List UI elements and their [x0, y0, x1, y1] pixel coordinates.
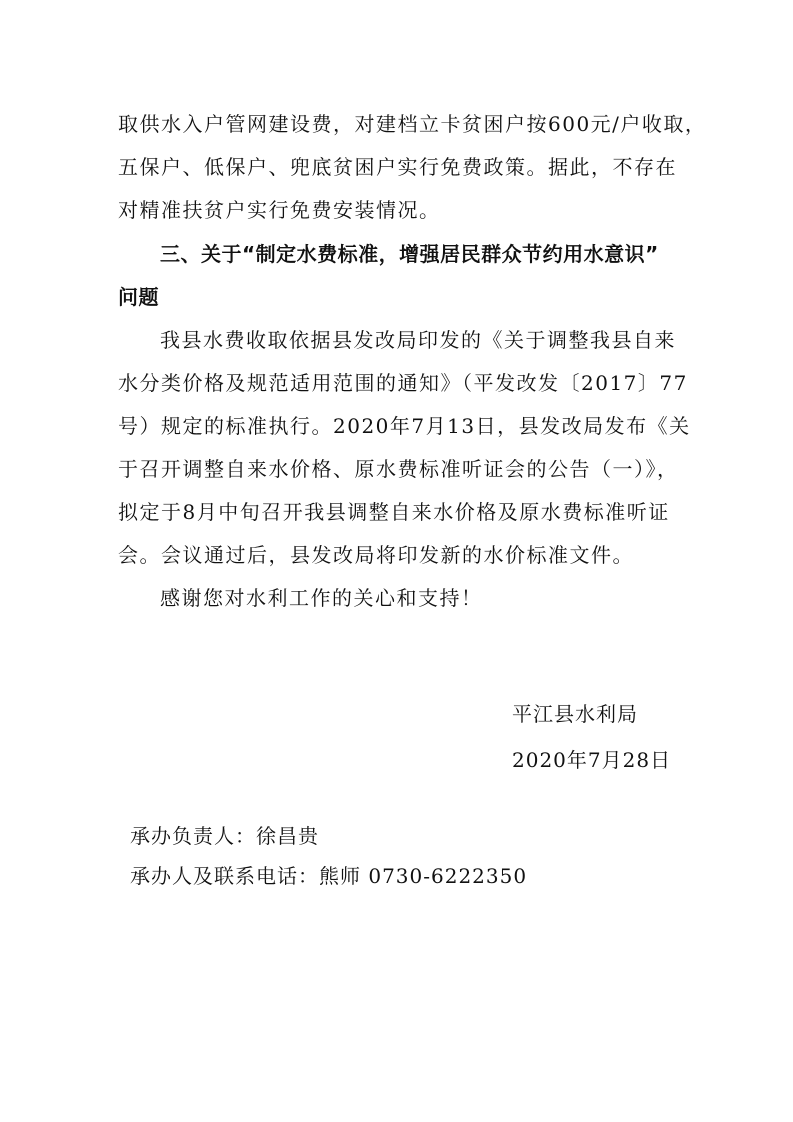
paragraph1-line-2: 五保户、低保户、兜底贫困户实行免费政策。据此，不存在 — [118, 155, 677, 179]
thanks-line: 感谢您对水利工作的关心和支持！ — [160, 586, 483, 610]
paragraph2-line-4: 于召开调整自来水价格、原水费标准听证会的公告（一）》， — [118, 457, 679, 481]
paragraph1-line-1: 取供水入户管网建设费，对建档立卡贫困户按600元/户收取， — [118, 112, 707, 136]
signature-org: 平江县水利局 — [512, 702, 638, 726]
paragraph2-line-2: 水分类价格及规范适用范围的通知》（平发改发〔2017〕77 — [118, 371, 688, 395]
section-heading-line-1: 三、关于“制定水费标准，增强居民群众节约用水意识” — [160, 242, 659, 266]
contact-handler: 承办人及联系电话：熊师 0730-6222350 — [130, 864, 528, 888]
paragraph1-line-3: 对精准扶贫户实行免费安装情况。 — [118, 198, 441, 222]
contact-responsible: 承办负责人：徐昌贵 — [130, 824, 319, 848]
section-heading-line-2: 问题 — [118, 285, 159, 309]
paragraph2-line-6: 会。会议通过后，县发改局将印发新的水价标准文件。 — [118, 543, 634, 567]
paragraph2-line-5: 拟定于8月中旬召开我县调整自来水价格及原水费标准听证 — [118, 500, 670, 524]
paragraph2-line-1: 我县水费收取依据县发改局印发的《关于调整我县自来 — [160, 328, 676, 352]
paragraph2-line-3: 号）规定的标准执行。2020年7月13日，县发改局发布《关 — [118, 414, 691, 438]
signature-date: 2020年7月28日 — [512, 748, 672, 772]
